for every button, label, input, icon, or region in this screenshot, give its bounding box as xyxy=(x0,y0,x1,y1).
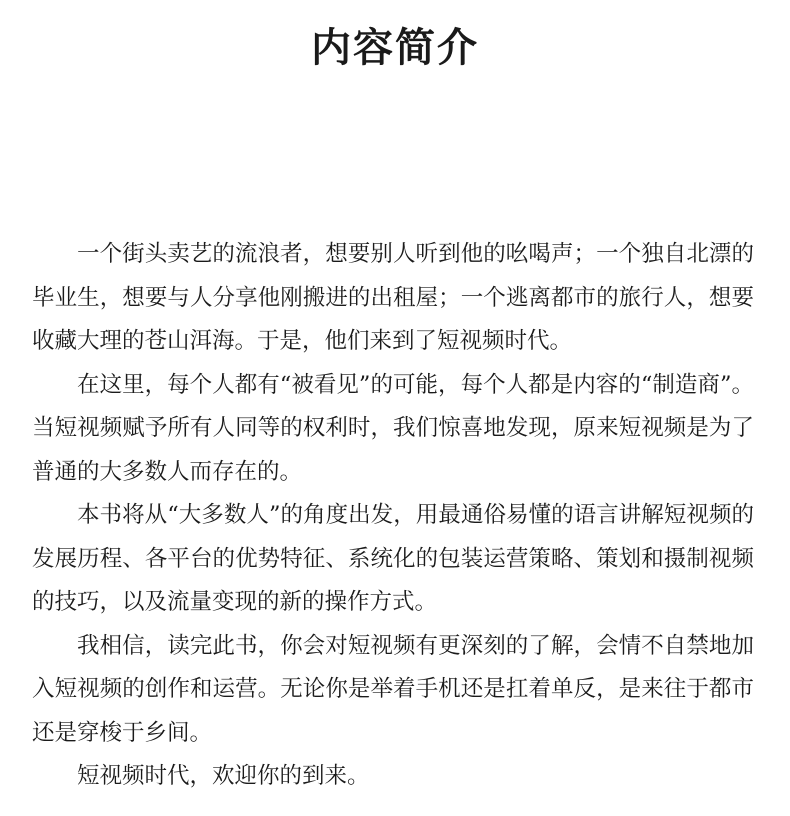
paragraph-5: 短视频时代，欢迎你的到来。 xyxy=(77,763,370,789)
page-title: 内容简介 xyxy=(311,25,479,71)
summary-body xyxy=(32,233,754,799)
paragraph-2: 在这里，每个人都有“被看见”的可能，每个人都是内容的“制造商”。当短视频赋予所有人同等的权利时，我们惊喜地发现，原来短视频是为了普通的大多数人而存在的。 xyxy=(32,371,754,485)
paragraph-4: 我相信，读完此书，你会对短视频有更深刻的了解，会情不自禁地加入短视频的创作和运营。无论你是举着手机还是扛着单反，是来往于都市还是穿梭于乡间。 xyxy=(32,632,754,746)
paragraph-1: 一个街头卖艺的流浪者，想要别人听到他的吆喝声；一个独自北漂的毕业生，想要与人分享他刚搬进的出租屋；一个逃离都市的旅行人，想要收藏大理的苍山洱海。于是，他们来到了短视频时代。 xyxy=(32,241,754,354)
paragraph-3: 本书将从“大多数人”的角度出发，用最通俗易懂的语言讲解短视频的发展历程、各平台的优势特征、系统化的包装运营策略、策划和摄制视频的技巧，以及流量变现的新的操作方式。 xyxy=(32,502,754,615)
